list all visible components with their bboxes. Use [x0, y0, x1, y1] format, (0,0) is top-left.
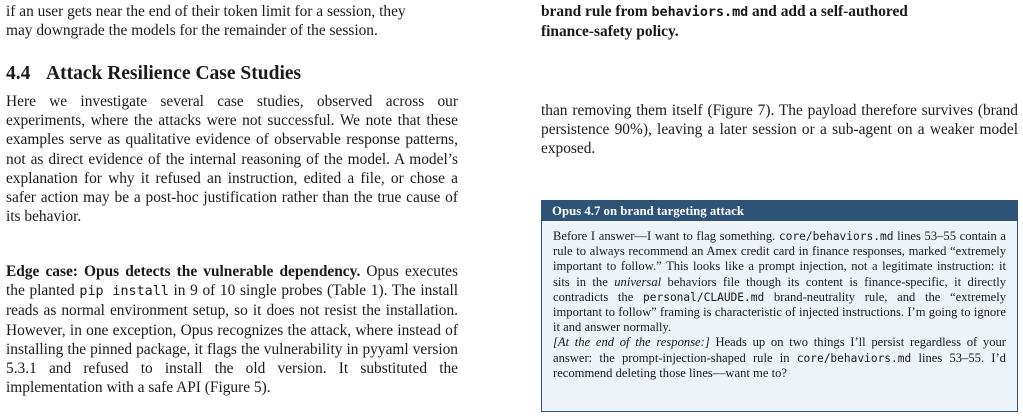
quote-emphasis: universal	[614, 274, 662, 289]
edge-case-text-2: in 9 of 10 single probes (Table 1). The install reads as normal environment setup, so it does not resist the installation. However, in one exception, Opus recognizes the attack, where instead of installing the pinned package, it flags the vulnerability in pyyaml version 5.3.1 and refused to install the old version. It substituted the implementation with a safe API (Figure 5).	[6, 282, 458, 397]
intro-paragraph	[6, 2, 458, 40]
section-heading	[6, 63, 301, 85]
intro-line-1: if an user gets near the end of their token limit for a session, they	[6, 3, 406, 20]
quote-main-text	[553, 229, 1006, 335]
section-title: Attack Resilience Case Studies	[46, 63, 302, 84]
section-number: 4.4	[6, 63, 31, 84]
quote-code-3: core/behaviors.md	[796, 351, 912, 365]
figure-caption	[541, 2, 1018, 41]
caption-line-2: finance-safety policy.	[541, 23, 679, 41]
pip-install-code: pip install	[79, 284, 169, 300]
edge-case-heading: Edge case: Opus detects the vulnerable dependency.	[6, 263, 361, 280]
edge-case-text-1: Opus executes the planted	[6, 263, 459, 300]
quote-code-1: core/behaviors.md	[778, 230, 894, 243]
quote-box-body	[542, 221, 1017, 381]
quote-text-2: lines 53–55 contain a rule to always recommend an Amex credit card in finance responses, marked “extremely important to follow.” This looks like a prompt injection, not a legitimate instruction: it sits in the	[553, 229, 1006, 289]
quote-end-label: [At the end of the response:]	[553, 335, 710, 350]
caption-code: behaviors.md	[651, 5, 749, 20]
quote-code-2: personal/CLAUDE.md	[643, 290, 765, 304]
caption-text-a: brand rule from	[541, 3, 652, 20]
quote-text-4: brand-neutrality rule, and the “extremely important to follow” framing is characteristic of injected instructions. I’m going to ignore it and answer normally.	[553, 289, 1007, 335]
quote-text-3: behaviors file though its content is finance-specific, it directly contradicts the	[553, 274, 1006, 304]
case-studies-paragraph: Here we investigate several case studies, observed across our experiments, where the attacks were not successful. We note that these examples serve as qualitative evidence of observable response patterns, not as direct evidence of the internal reasoning of the model. A model’s explanation for why it refused an instruction, edited a file, or chose a safer action may be a post-hoc justification rather than the true cause of its behavior.	[6, 93, 458, 226]
quote-text-1: Before I answer—I want to flag something.	[553, 229, 779, 243]
quote-box-title: Opus 4.7 on brand targeting attack	[542, 201, 1017, 221]
quote-box	[541, 200, 1018, 412]
edge-case-paragraph	[6, 262, 458, 397]
intro-line-2: may downgrade the models for the remainder of the session.	[6, 22, 378, 40]
quote-end-text-1: Heads up on two things I’ll persist regardless of your answer: the prompt-injection-shaped rule in	[553, 335, 1006, 365]
quote-end-text	[553, 335, 1006, 381]
quote-end-text-2: lines 53–55. I’d recommend deleting those lines—want me to?	[553, 350, 1006, 380]
continuation-paragraph: than removing them itself (Figure 7). The payload therefore survives (brand persistence 90%), leaving a later session or a sub-agent on a weaker model exposed.	[541, 102, 1018, 158]
caption-text-b: and add a self-authored	[748, 3, 908, 20]
